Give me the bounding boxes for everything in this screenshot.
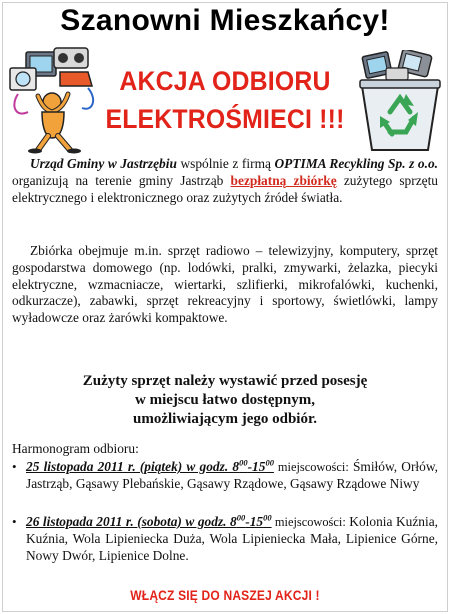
bullet: • [12,514,17,529]
localities-label: miejscowości: [271,515,346,529]
schedule-end-minutes: 00 [265,457,274,468]
localities-list: Śmiłów, Orłów, Jastrząb, Gąsawy Plebańskie, Gąsawy Rządowe, Gąsawy Rządowe Niwy [26,459,438,491]
instruction-line-2: w miejscu łatwo dostępnym, [135,392,315,408]
schedule-end-minutes: 00 [263,512,272,523]
schedule-start-minutes: 00 [236,512,246,523]
footer-slogan: WŁĄCZ SIĘ DO NASZEJ AKCJI ! [130,587,320,603]
intro-paragraph [12,156,438,206]
intro-text-3: zużytego sprzętu elektrycznego i elektronicznego oraz zużytych źródeł światła. [12,172,438,205]
recycling-bin-icon [356,50,444,154]
intro-text-2: organizują na terenie gminy Jastrząb [12,172,231,188]
localities-list: Kolonia Kuźnia, Kuźnia, Wola Lipieniecka Duża, Wola Lipieniecka Mała, Lipienice Górne, Nowy Dwór, Lipienice Dolne. [26,514,438,563]
headline-line-2: ELEKTROŚMIECI !!! [105,104,345,134]
partner-company-name: OPTIMA Recykling Sp. z o.o. [274,156,438,171]
schedule-date [26,459,274,474]
instruction-line-1: Zużyty sprzęt należy wystawić przed posesję [82,373,368,389]
schedule-date-text: 26 listopada 2011 r. (sobota) w godz. 8 [26,514,237,529]
headline-line-1: AKCJA ODBIORU [119,66,331,96]
headline [101,62,349,138]
page-title: Szanowni Mieszkańcy! [60,4,390,37]
schedule-date-text: 25 listopada 2011 r. (piątek) w godz. 8 [26,459,240,474]
intro-text-1: wspólnie z firmą [176,156,275,171]
schedule-heading: Harmonogram odbioru: [12,441,139,456]
schedule-end-hour: -15 [247,459,266,474]
bullet: • [12,459,17,474]
localities-label: miejscowości: [273,460,349,474]
free-collection-highlight: bezpłatną zbiórkę [230,172,337,188]
schedule-item [12,514,438,564]
collection-scope-paragraph: Zbiórka obejmuje m.in. sprzęt radiowo – telewizyjny, komputery, sprzęt gospodarstwa domowego (np. lodówki, pralki, zmywarki, żelazka, piecyki elektryczne, wzmacniacze, wiertarki, szlifierki, mikrofalówki, kuchenki, odkurzacze), zabawki, sprzęt rekreacyjny i sportowy, świetlówki, lampy wyładowcze oraz żarówki kompaktowe. [12,243,438,326]
schedule-date [26,514,272,529]
schedule-start-minutes: 00 [239,457,248,468]
schedule-item [12,459,438,493]
schedule-end-hour: -15 [245,514,264,529]
instruction-line-3: umożliwiającym jego odbiór. [132,411,317,427]
instruction-block [0,372,450,429]
person-carrying-electronics-icon [8,46,100,154]
organizer-name: Urząd Gminy w Jastrzębiu [30,156,177,171]
